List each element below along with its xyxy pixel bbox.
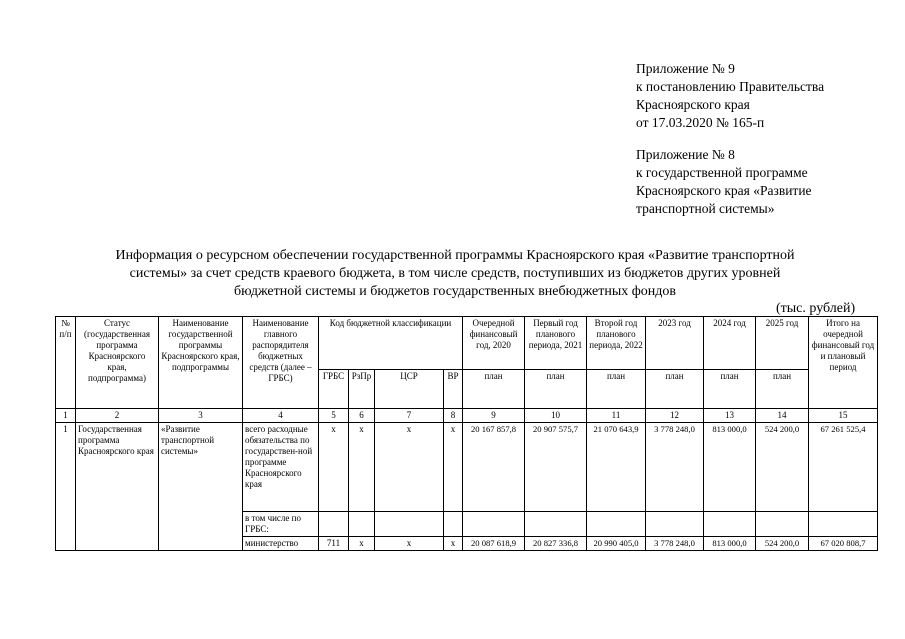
row1-y2025: 524 200,0 (756, 423, 809, 512)
row1-total: 67 261 525,4 (809, 423, 878, 512)
empty-cell (704, 512, 756, 537)
appendix-8-line3: Красноярского края «Развитие (636, 183, 812, 198)
header-plan-2022: план (587, 370, 646, 409)
header-total: Итого на очередной финансовый год и плановый период (809, 317, 878, 409)
row3-y2023: 3 778 248,0 (646, 537, 704, 551)
col-index: 11 (587, 409, 646, 423)
row1-y2024: 813 000,0 (704, 423, 756, 512)
row1-csr: х (375, 423, 444, 512)
row2-name-grbs: в том числе по ГРБС: (243, 512, 319, 537)
row1-status: Государственная программа Красноярского края (76, 423, 159, 551)
col-index: 3 (159, 409, 243, 423)
col-index: 5 (319, 409, 349, 423)
table-row (56, 423, 878, 512)
row3-y2021: 20 827 336,8 (525, 537, 587, 551)
row1-vr: х (444, 423, 463, 512)
empty-cell (756, 512, 809, 537)
empty-cell (809, 512, 878, 537)
appendix-9-line3: Красноярского края (636, 97, 750, 112)
header-rzpr: РзПр (349, 370, 375, 409)
col-index: 15 (809, 409, 878, 423)
header-name-program: Наименование государственной программы Красноярского края, подпрограммы (159, 317, 243, 409)
header-y2022: Второй год планового периода, 2022 (587, 317, 646, 370)
header-grbs: ГРБС (319, 370, 349, 409)
row3-y2020: 20 087 618,9 (463, 537, 525, 551)
row1-grbs: х (319, 423, 349, 512)
col-index: 12 (646, 409, 704, 423)
row3-y2025: 524 200,0 (756, 537, 809, 551)
appendix-8-block (636, 146, 896, 218)
header-plan-2023: план (646, 370, 704, 409)
empty-cell (646, 512, 704, 537)
empty-cell (444, 512, 463, 537)
empty-cell (463, 512, 525, 537)
header-y2020: Очередной финансовый год, 2020 (463, 317, 525, 370)
header-num: № п/п (56, 317, 76, 409)
title-line3: бюджетной системы и бюджетов государственных внебюджетных фондов (233, 284, 677, 299)
header-csr: ЦСР (375, 370, 444, 409)
col-index: 14 (756, 409, 809, 423)
title-line1: Информация о ресурсном обеспечении государственной программы Красноярского края «Развитие транспортной (115, 248, 795, 263)
empty-cell (319, 512, 349, 537)
appendix-8-line1: Приложение № 8 (636, 147, 735, 162)
header-kbk: Код бюджетной классификации (319, 317, 463, 370)
column-index-row (56, 409, 878, 423)
header-plan-2025: план (756, 370, 809, 409)
empty-cell (525, 512, 587, 537)
row1-num: 1 (56, 423, 76, 551)
title-line2: системы» за счет средств краевого бюджета, в том числе средств, поступивших из бюджетов других уровней (129, 266, 781, 281)
row3-total: 67 020 808,7 (809, 537, 878, 551)
appendix-8-line2: к государственной программе (636, 165, 808, 180)
col-index: 7 (375, 409, 444, 423)
row3-rzpr: х (349, 537, 375, 551)
col-index: 10 (525, 409, 587, 423)
empty-cell (587, 512, 646, 537)
row3-y2022: 20 990 405,0 (587, 537, 646, 551)
row1-name-grbs: всего расходные обязательства по государствен-ной программе Красноярского края (243, 423, 319, 512)
appendix-9-line2: к постановлению Правительства (636, 79, 825, 94)
header-plan-2024: план (704, 370, 756, 409)
row1-y2023: 3 778 248,0 (646, 423, 704, 512)
header-y2021: Первый год планового периода, 2021 (525, 317, 587, 370)
col-index: 9 (463, 409, 525, 423)
appendix-8-line4: транспортной системы» (636, 201, 775, 216)
header-row-1 (56, 317, 878, 370)
col-index: 4 (243, 409, 319, 423)
header-status: Статус (государственная программа Красноярского края, подпрограмма) (76, 317, 159, 409)
units-label: (тыс. рублей) (776, 301, 856, 316)
row3-grbs: 711 (319, 537, 349, 551)
row1-name-program: «Развитие транспортной системы» (159, 423, 243, 551)
resource-table (55, 316, 878, 551)
header-y2025: 2025 год (756, 317, 809, 370)
col-index: 1 (56, 409, 76, 423)
col-index: 13 (704, 409, 756, 423)
empty-cell (375, 512, 444, 537)
appendix-9-line4: от 17.03.2020 № 165-п (636, 115, 765, 130)
empty-cell (349, 512, 375, 537)
row1-y2022: 21 070 643,9 (587, 423, 646, 512)
appendix-9-line1: Приложение № 9 (636, 61, 735, 76)
row3-y2024: 813 000,0 (704, 537, 756, 551)
col-index: 8 (444, 409, 463, 423)
row3-name-grbs: министерство (243, 537, 319, 551)
col-index: 6 (349, 409, 375, 423)
row1-rzpr: х (349, 423, 375, 512)
row1-y2020: 20 167 857,8 (463, 423, 525, 512)
header-y2023: 2023 год (646, 317, 704, 370)
col-index: 2 (76, 409, 159, 423)
row1-y2021: 20 907 575,7 (525, 423, 587, 512)
row3-vr: х (444, 537, 463, 551)
appendix-9-block (636, 60, 896, 132)
document-title (60, 247, 850, 301)
header-plan-2021: план (525, 370, 587, 409)
header-plan-2020: план (463, 370, 525, 409)
header-y2024: 2024 год (704, 317, 756, 370)
header-name-grbs: Наименование главного распорядителя бюджетных средств (далее – ГРБС) (243, 317, 319, 409)
row3-csr: х (375, 537, 444, 551)
header-vr: ВР (444, 370, 463, 409)
